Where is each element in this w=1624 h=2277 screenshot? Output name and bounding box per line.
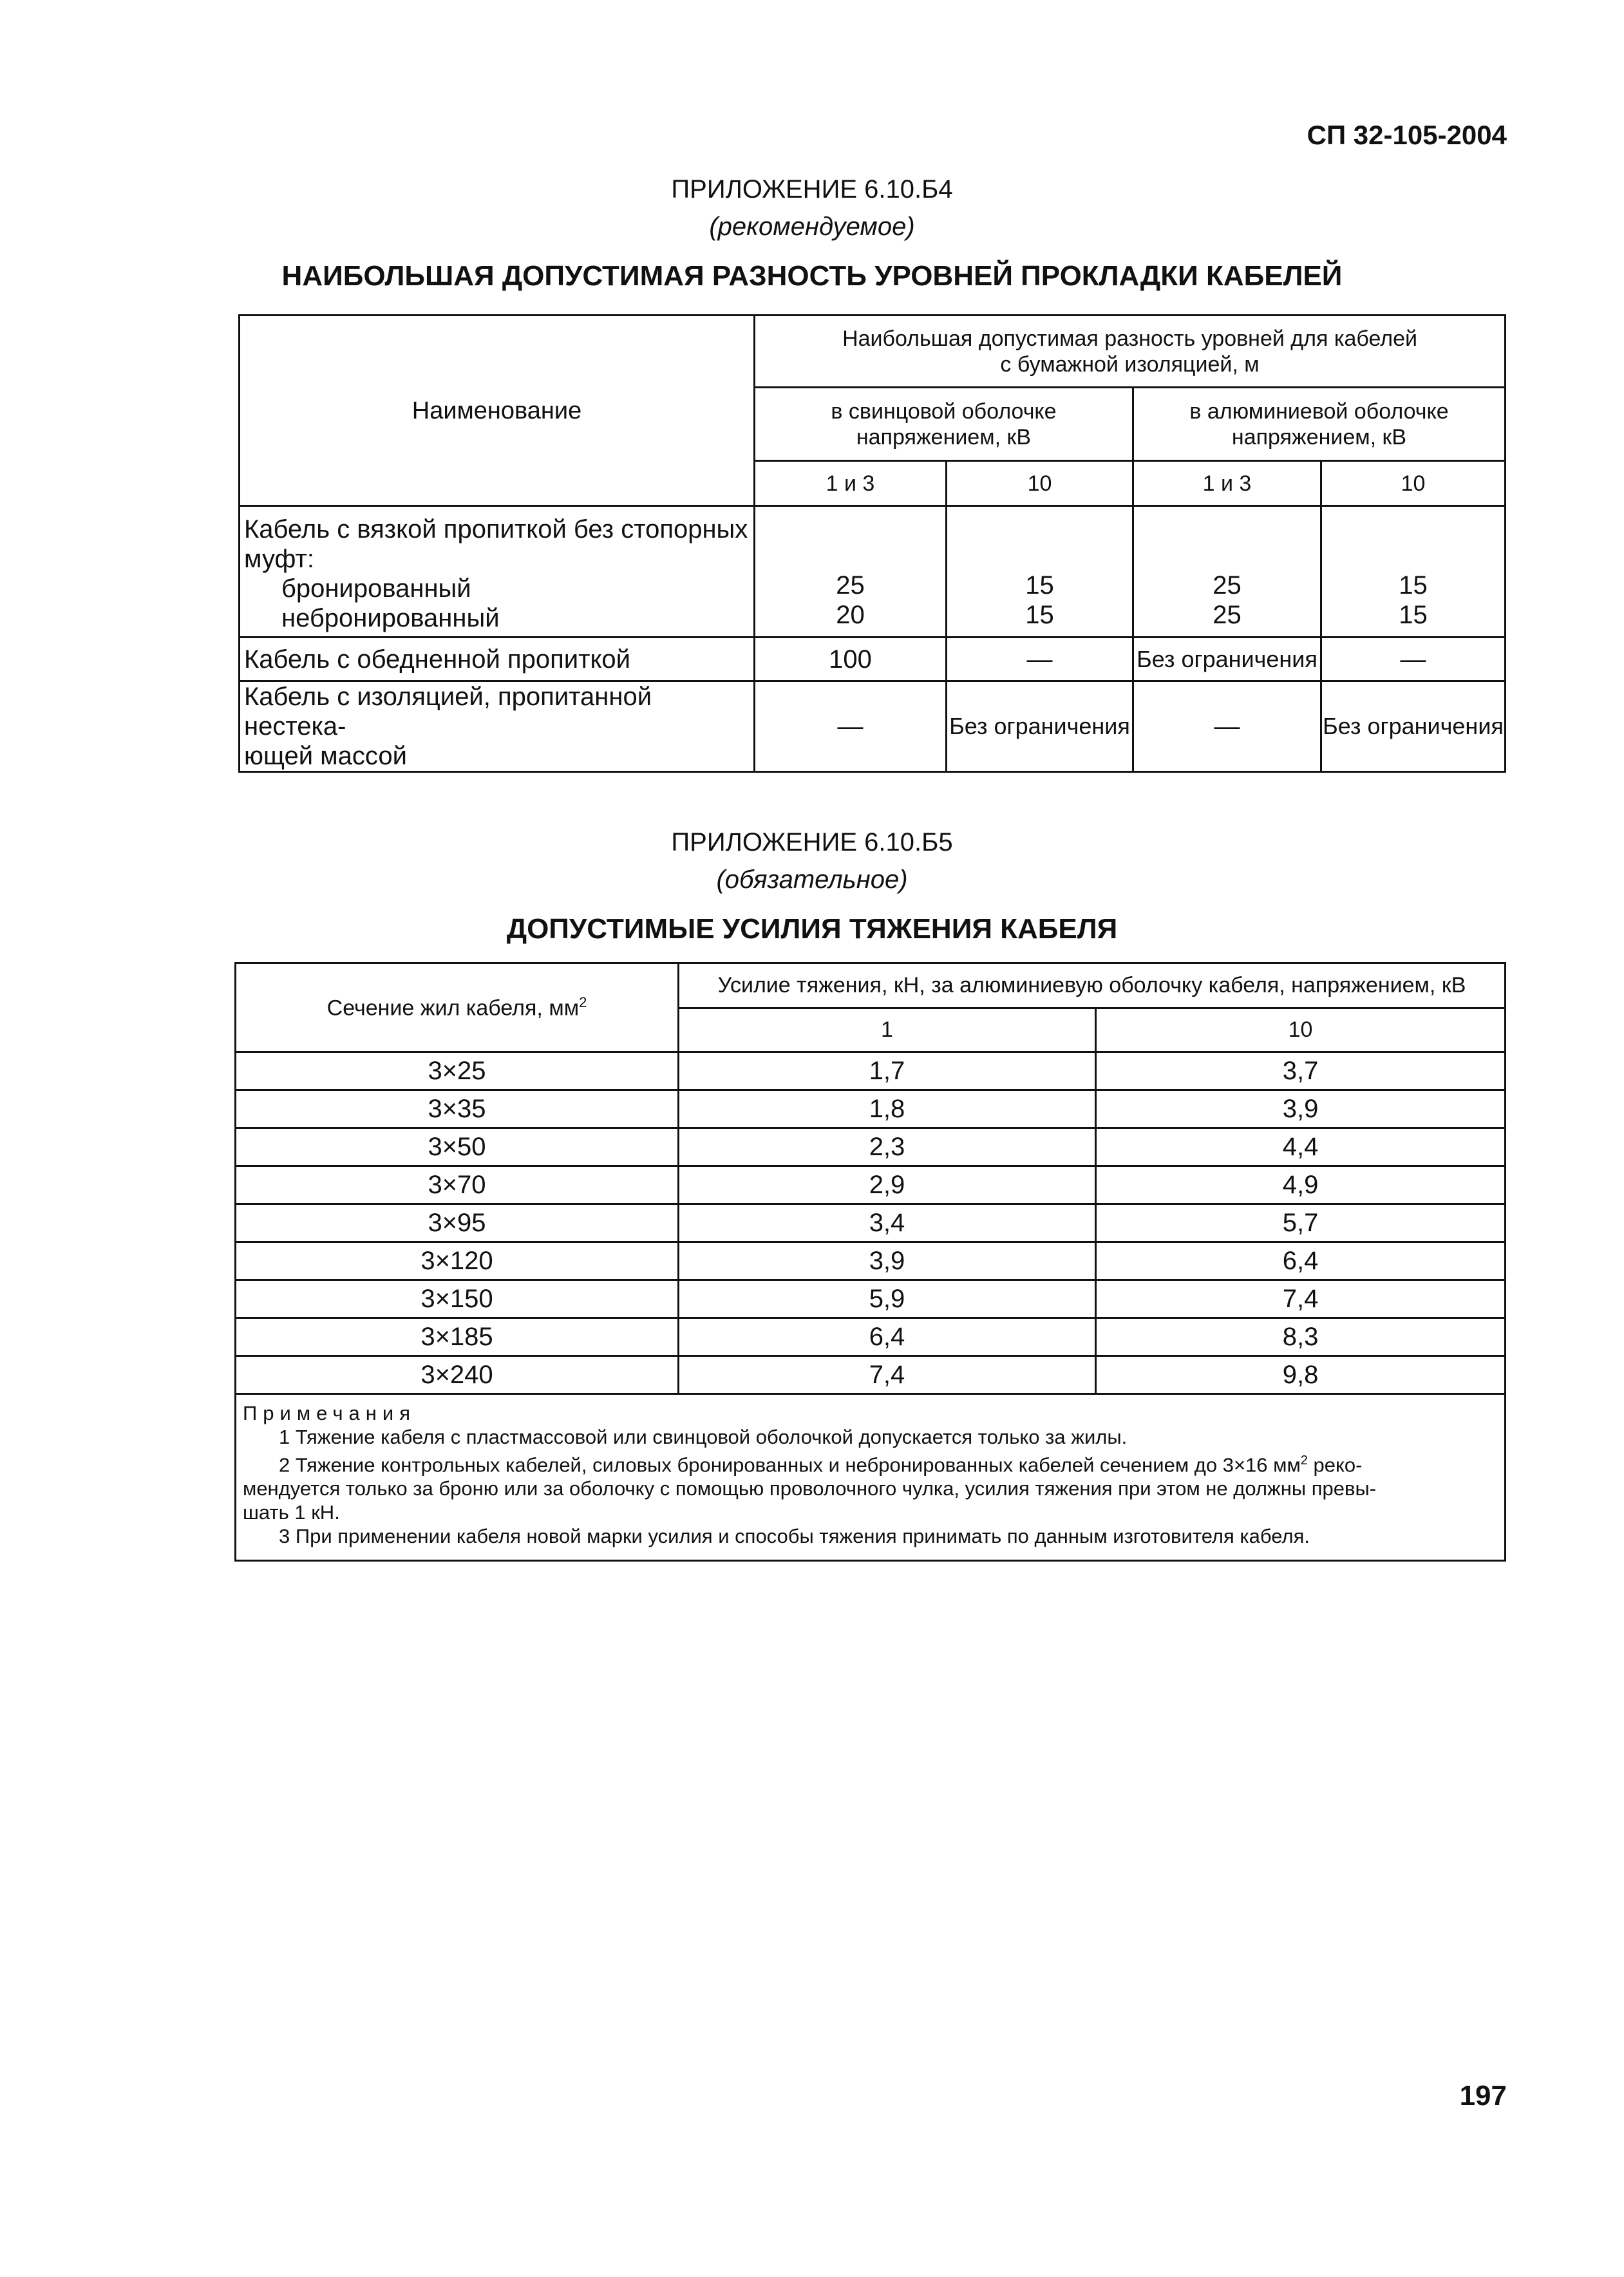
cell-value: 7,4 bbox=[1096, 1280, 1506, 1318]
voltage-lead-1-3: 1 и 3 bbox=[755, 461, 947, 506]
pulling-force-table bbox=[234, 962, 1506, 1562]
voltage-lead-10: 10 bbox=[947, 461, 1133, 506]
row-sub-armored: бронированный bbox=[281, 574, 471, 603]
cell-section: 3×185 bbox=[236, 1318, 679, 1356]
cell-value: 6,4 bbox=[679, 1318, 1096, 1356]
column-group-header: Наибольшая допустимая разность уровней для кабелей с бумажной изоляцией, м bbox=[755, 316, 1506, 388]
document-code: СП 32-105-2004 bbox=[1307, 120, 1507, 150]
cell-value: 25 25 bbox=[1133, 506, 1321, 638]
cell-value: Без ограничения bbox=[1321, 681, 1506, 772]
cell-section: 3×240 bbox=[236, 1356, 679, 1394]
cell-value: 25 20 bbox=[755, 506, 947, 638]
notes-heading: Примечания bbox=[243, 1402, 416, 1424]
cell-value: 3,9 bbox=[679, 1242, 1096, 1280]
level-difference-table bbox=[238, 314, 1506, 773]
appendix-6-10-b4-title: ПРИЛОЖЕНИЕ 6.10.Б4 bbox=[671, 175, 953, 203]
cell-section: 3×50 bbox=[236, 1128, 679, 1166]
cell-value: 7,4 bbox=[679, 1356, 1096, 1394]
cell-value: 5,9 bbox=[679, 1280, 1096, 1318]
column-header-pulling-force: Усилие тяжения, кН, за алюминиевую оболочку кабеля, напряжением, кВ bbox=[679, 963, 1506, 1008]
table-row bbox=[236, 1128, 1506, 1166]
voltage-alum-1-3: 1 и 3 bbox=[1133, 461, 1321, 506]
table-row bbox=[236, 1204, 1506, 1242]
note-2-end: шать 1 кН. bbox=[243, 1501, 340, 1524]
page-number: 197 bbox=[1459, 2080, 1507, 2112]
cell-value: 2,9 bbox=[679, 1166, 1096, 1204]
appendix-6-10-b5-title: ПРИЛОЖЕНИЕ 6.10.Б5 bbox=[671, 828, 953, 856]
table-row bbox=[236, 1356, 1506, 1394]
cell-value: Без ограничения bbox=[1133, 638, 1321, 681]
voltage-1: 1 bbox=[679, 1008, 1096, 1052]
row-name-non-draining: Кабель с изоляцией, пропитанной нестека- ющей массой bbox=[240, 681, 755, 772]
note-1: 1 Тяжение кабеля с пластмассовой или свинцовой оболочкой допускается только за жилы. bbox=[279, 1426, 1128, 1448]
table-row bbox=[240, 506, 1506, 638]
lead-sheath-header: в свинцовой оболочке напряжением, кВ bbox=[755, 388, 1133, 461]
cell-value: 15 15 bbox=[947, 506, 1133, 638]
cell-value: 5,7 bbox=[1096, 1204, 1506, 1242]
cell-value: 4,9 bbox=[1096, 1166, 1506, 1204]
cell-value: 3,7 bbox=[1096, 1052, 1506, 1090]
table-row bbox=[236, 1242, 1506, 1280]
aluminium-sheath-header: в алюминиевой оболочке напряжением, кВ bbox=[1133, 388, 1506, 461]
row-sub-unarmored: небронированный bbox=[281, 604, 500, 632]
appendix-6-10-b4-status: (рекомендуемое) bbox=[709, 213, 915, 241]
cell-value: — bbox=[947, 638, 1133, 681]
cell-value: Без ограничения bbox=[947, 681, 1133, 772]
cell-section: 3×120 bbox=[236, 1242, 679, 1280]
cell-section: 3×95 bbox=[236, 1204, 679, 1242]
cell-section: 3×35 bbox=[236, 1090, 679, 1128]
cell-value: 1,8 bbox=[679, 1090, 1096, 1128]
cell-section: 3×70 bbox=[236, 1166, 679, 1204]
cell-value: — bbox=[755, 681, 947, 772]
cell-value: 1,7 bbox=[679, 1052, 1096, 1090]
notes-block bbox=[236, 1394, 1506, 1561]
column-header-section: Сечение жил кабеля, $мм^2$ bbox=[236, 963, 679, 1052]
cell-value: 9,8 bbox=[1096, 1356, 1506, 1394]
table-row bbox=[236, 1090, 1506, 1128]
note-3: 3 При применении кабеля новой марки усилия и способы тяжения принимать по данным изготовителя кабеля. bbox=[279, 1525, 1310, 1548]
cell-value: 4,4 bbox=[1096, 1128, 1506, 1166]
cell-value: 3,9 bbox=[1096, 1090, 1506, 1128]
appendix-6-10-b5-status: (обязательное) bbox=[716, 865, 908, 894]
cell-value: — bbox=[1321, 638, 1506, 681]
table-row bbox=[236, 1052, 1506, 1090]
cell-value: 2,3 bbox=[679, 1128, 1096, 1166]
note-2: 2 Тяжение контрольных кабелей, силовых бронированных и небронированных кабелей сечением до 3×16 $мм^2$ реко- bbox=[279, 1453, 1363, 1477]
row-name-depleted: Кабель с обедненной пропиткой bbox=[240, 638, 755, 681]
table-row bbox=[236, 1280, 1506, 1318]
cell-section: 3×25 bbox=[236, 1052, 679, 1090]
cell-value: — bbox=[1133, 681, 1321, 772]
table-row bbox=[240, 638, 1506, 681]
note-2-continuation: мендуется только за броню или за оболочку с помощью проволочного чулка, усилия тяжения при этом не должны превы- bbox=[243, 1477, 1377, 1500]
cell-value: 6,4 bbox=[1096, 1242, 1506, 1280]
row-name-viscous: Кабель с вязкой пропиткой без стопорных муфт: бронированный небронированный bbox=[240, 506, 755, 638]
cell-value: 15 15 bbox=[1321, 506, 1506, 638]
table-row bbox=[236, 1166, 1506, 1204]
level-difference-heading: НАИБОЛЬШАЯ ДОПУСТИМАЯ РАЗНОСТЬ УРОВНЕЙ ПРОКЛАДКИ КАБЕЛЕЙ bbox=[281, 260, 1343, 292]
pulling-force-heading: ДОПУСТИМЫЕ УСИЛИЯ ТЯЖЕНИЯ КАБЕЛЯ bbox=[506, 913, 1118, 945]
voltage-alum-10: 10 bbox=[1321, 461, 1506, 506]
cell-section: 3×150 bbox=[236, 1280, 679, 1318]
cell-value: 3,4 bbox=[679, 1204, 1096, 1242]
cell-value: 100 bbox=[755, 638, 947, 681]
voltage-10: 10 bbox=[1096, 1008, 1506, 1052]
cell-value: 8,3 bbox=[1096, 1318, 1506, 1356]
table-row bbox=[240, 681, 1506, 772]
table-row bbox=[236, 1318, 1506, 1356]
column-header-name: Наименование bbox=[240, 316, 755, 506]
